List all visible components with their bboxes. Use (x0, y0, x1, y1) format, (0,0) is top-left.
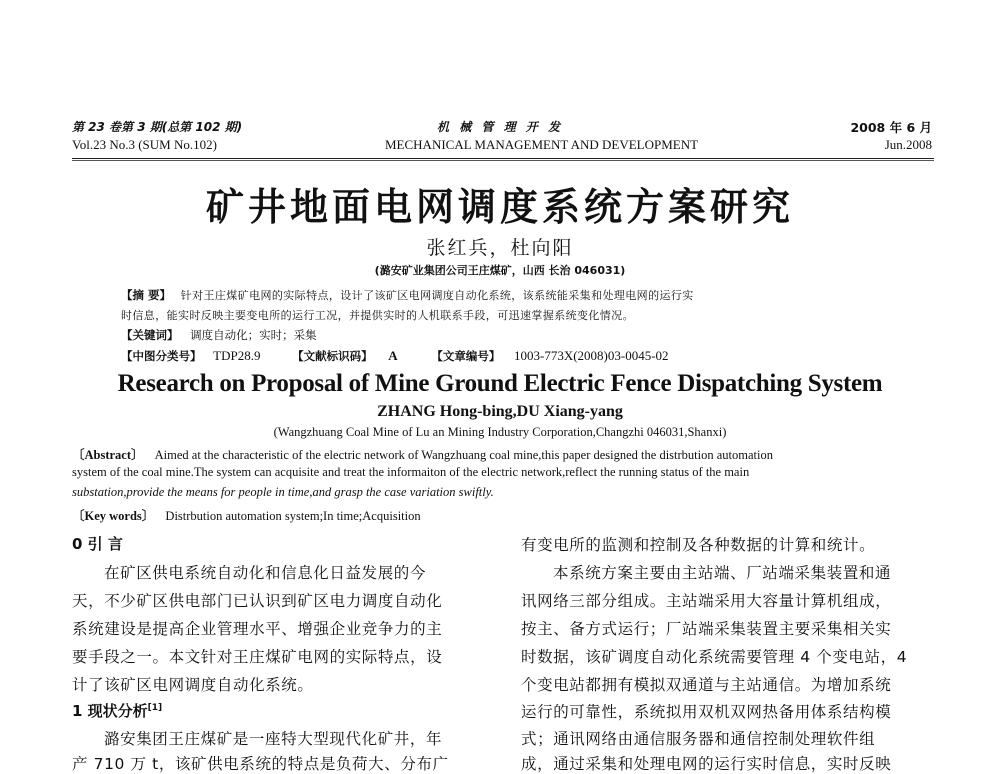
keywords-cn-label: 【关键词】 (121, 328, 179, 342)
abstract-en-line1 (72, 445, 773, 463)
left-p1-line4: 要手段之一。本文针对王庄煤矿电网的实际特点，设 (72, 648, 443, 666)
right-line7: 运行的可靠性，系统拟用双机双网热备用体系结构模 (521, 703, 892, 721)
article-no-value: 1003-773X(2008)03-0045-02 (513, 348, 669, 363)
abstract-cn-text1: 针对王庄煤矿电网的实际特点，设计了该矿区电网调度自动化系统，该系统能采集和处理电网的运行实 (180, 289, 694, 302)
header-rule-secondary (72, 160, 934, 161)
paper-title-cn: 矿井地面电网调度系统方案研究 (205, 184, 795, 229)
header-date-en: Jun.2008 (884, 137, 932, 152)
header-date-cn: 2008 年 6 月 (850, 120, 932, 135)
abstract-en-text1: Aimed at the characteristic of the electric network of Wangzhuang coal mine,this paper designed the distrbution automation (154, 448, 773, 462)
header-journal-en: MECHANICAL MANAGEMENT AND DEVELOPMENT (385, 137, 699, 152)
abstract-cn-line2: 时信息，能实时反映主要变电所的运行工况，并提供实时的人机联系手段，可迅速掌握系统变化情况。 (121, 309, 634, 322)
header-rule (72, 158, 934, 159)
left-p1-line1: 在矿区供电系统自动化和信息化日益发展的今 (104, 564, 427, 582)
left-p1-line3: 系统建设是提高企业管理水平、增强企业竞争力的主 (72, 620, 443, 638)
clc-label: 【中图分类号】 (121, 349, 202, 363)
abstract-en-line2: system of the coal mine.The system can acquisite and treat the informaiton of the electric network,reflect the running status of the main (72, 465, 750, 479)
paper-title-en: Research on Proposal of Mine Ground Electric Fence Dispatching System (117, 370, 883, 397)
left-p1-line5: 计了该矿区电网调度自动化系统。 (72, 676, 314, 694)
section-1-heading (72, 700, 162, 721)
abstract-cn-line1 (121, 287, 694, 303)
keywords-cn-value: 调度自动化；实时；采集 (190, 328, 317, 342)
right-line4: 按主、备方式运行；厂站端采集装置主要采集相关实 (521, 620, 892, 638)
right-line6: 个变电站都拥有模拟双通道与主站通信。为增加系统 (521, 676, 892, 694)
right-line3: 讯网络三部分组成。主站端采用大容量计算机组成， (521, 592, 892, 610)
article-no-label: 【文章编号】 (431, 349, 501, 363)
section-1-reference: [1] (147, 703, 163, 713)
authors-cn: 张红兵，杜向阳 (426, 237, 574, 259)
abstract-en-line3: substation,provide the means for people in time,and grasp the case variation swiftly. (72, 485, 494, 499)
keywords-en-value: Distrbution automation system;In time;Acquisition (165, 509, 421, 523)
section-0-heading: 0 引 言 (72, 535, 123, 553)
header-issue-en: Vol.23 No.3 (SUM No.102) (72, 137, 217, 152)
clc-value: TDP28.9 (213, 348, 261, 363)
right-line1: 有变电所的监测和控制及各种数据的计算和统计。 (521, 536, 876, 554)
keywords-cn (121, 327, 317, 343)
authors-en: ZHANG Hong-bing,DU Xiang-yang (377, 403, 623, 420)
doc-code-label: 【文献标识码】 (292, 349, 373, 363)
classification-row (121, 348, 669, 364)
left-p2-line1: 潞安集团王庄煤矿是一座特大型现代化矿井，年 (104, 730, 443, 748)
keywords-en (72, 506, 421, 524)
right-line9: 成，通过采集和处理电网的运行实时信息，实时反映 (521, 755, 892, 773)
left-p2-line2: 产 710 万 t，该矿供电系统的特点是负荷大、分布广 (72, 755, 449, 773)
section-1-title: 1 现状分析 (72, 702, 148, 720)
abstract-en-label: 〔Abstract〕 (72, 448, 144, 462)
header-issue-cn: 第 23 卷第 3 期(总第 102 期) (72, 120, 243, 134)
header-journal-cn: 机 械 管 理 开 发 (437, 120, 563, 134)
abstract-cn-label: 【摘 要】 (121, 288, 172, 302)
right-line5: 时数据，该矿调度自动化系统需要管理 4 个变电站，4 (521, 648, 908, 666)
right-line2: 本系统方案主要由主站端、厂站端采集装置和通 (553, 564, 892, 582)
doc-code-value: A (388, 348, 398, 363)
affiliation-en: (Wangzhuang Coal Mine of Lu an Mining Industry Corporation,Changzhi 046031,Shanxi) (273, 425, 727, 439)
keywords-en-label: 〔Key words〕 (72, 509, 155, 523)
affiliation-cn: (潞安矿业集团公司王庄煤矿，山西 长治 046031) (374, 264, 626, 277)
left-p1-line2: 天，不少矿区供电部门已认识到矿区电力调度自动化 (72, 592, 443, 610)
right-line8: 式；通讯网络由通信服务器和通信控制处理软件组 (521, 730, 876, 748)
